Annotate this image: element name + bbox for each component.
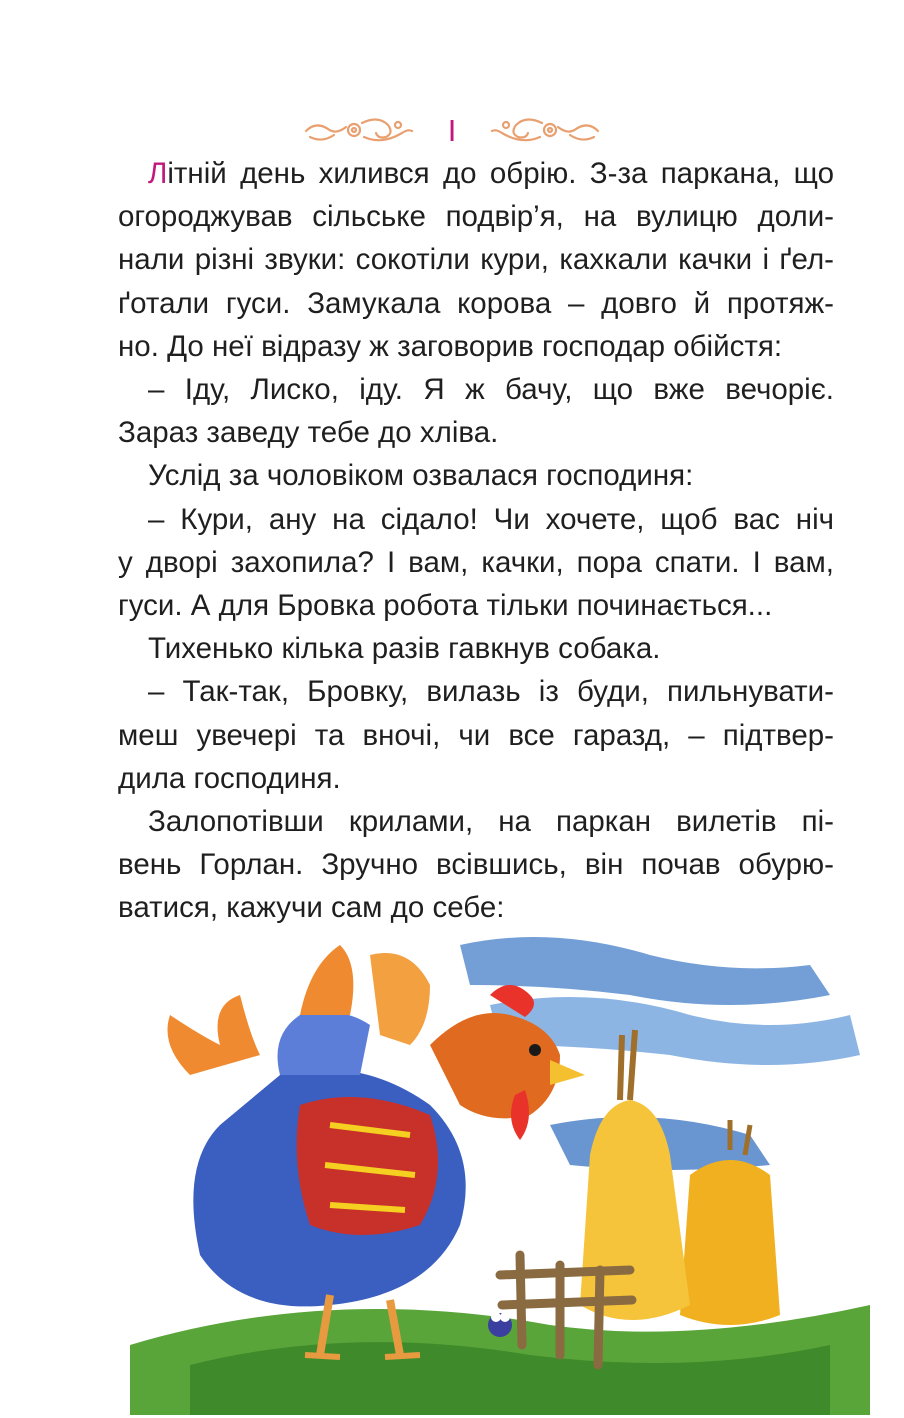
haystacks: [580, 1030, 780, 1325]
story-line: [118, 886, 834, 929]
story-line: [118, 757, 834, 800]
story-line: [118, 714, 834, 757]
story-line: [118, 800, 834, 843]
story-line-text: ітній день хилився до обрію. З-за паркана, що: [167, 157, 834, 190]
story-line-text: Услід за чоловіком озвалася господиня:: [148, 459, 694, 493]
story-line: [118, 498, 834, 541]
story-line: [118, 368, 834, 411]
story-line: [118, 152, 834, 195]
small-beetle: [488, 1312, 512, 1337]
story-line-text: – Кури, ану на сідало! Чи хочете, щоб вас ніч: [148, 502, 834, 536]
chapter-heading: [0, 110, 904, 150]
story-line: [118, 195, 834, 238]
story-line: [118, 584, 834, 627]
story-line-text: меш увечері та вночі, чи все гаразд, – підтвер-: [118, 718, 834, 752]
story-line: [118, 670, 834, 713]
story-line-text: Залопотівши крилами, на паркан вилетів пі-: [148, 805, 834, 839]
story-line: [118, 627, 834, 670]
story-line: [118, 238, 834, 281]
rooster-illustration: [130, 925, 870, 1415]
right-ornament-icon: [490, 113, 602, 147]
story-line-text: Зараз заведу тебе до хліва.: [118, 416, 499, 450]
chapter-number: I: [447, 112, 457, 148]
story-line: [118, 541, 834, 584]
drop-cap-letter: Л: [148, 157, 168, 190]
story-line-text: нали різні звуки: сокотіли кури, кахкали качки і ґел-: [118, 243, 834, 277]
story-line-text: у дворі захопила? І вам, качки, пора спати. І вам,: [118, 545, 834, 579]
story-line-text: но. До неї відразу ж заговорив господар обійстя:: [118, 329, 783, 363]
story-line: [118, 325, 834, 368]
story-line-text: огороджував сільське подвір’я, на вулицю доли-: [118, 200, 834, 234]
story-line: [118, 454, 834, 497]
left-ornament-icon: [302, 113, 414, 147]
story-line: [118, 843, 834, 886]
story-text: [118, 152, 834, 930]
story-line-text: – Так-так, Бровку, вилазь із буди, пильнувати-: [148, 675, 834, 709]
story-line: [118, 282, 834, 325]
story-line: [118, 411, 834, 454]
story-line-text: ґотали гуси. Замукала корова – довго й протяж-: [118, 286, 834, 320]
story-line-text: дила господиня.: [118, 761, 341, 795]
story-line-text: гуси. А для Бровка робота тільки починається...: [118, 589, 773, 623]
story-line-text: ватися, кажучи сам до себе:: [118, 891, 505, 925]
story-line-text: вень Горлан. Зручно всівшись, він почав обурю-: [118, 848, 834, 882]
story-line-text: – Іду, Лиско, іду. Я ж бачу, що вже вечоріє.: [148, 373, 834, 407]
story-line-text: Тихенько кілька разів гавкнув собака.: [148, 632, 661, 666]
